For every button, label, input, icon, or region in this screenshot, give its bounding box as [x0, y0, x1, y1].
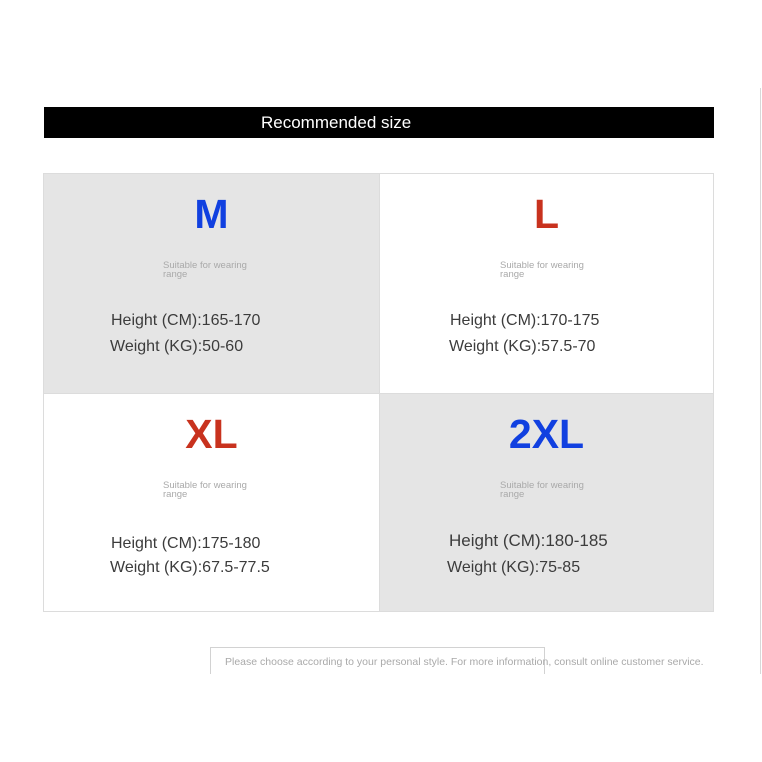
wearing-range-label: Suitable for wearing range — [163, 480, 247, 500]
size-card-m — [44, 174, 379, 393]
wearing-range-label: Suitable for wearing range — [163, 260, 247, 280]
size-chart-grid — [43, 173, 714, 612]
size-label: XL — [185, 411, 238, 457]
height-range: Height (CM):170-175 — [450, 312, 600, 329]
right-divider-line — [760, 88, 761, 674]
title-bar — [44, 107, 714, 138]
footer-note: Please choose according to your personal style. For more information, consult online customer service. — [225, 656, 704, 668]
size-label: M — [194, 191, 229, 237]
height-range: Height (CM):175-180 — [111, 535, 261, 552]
size-label: L — [533, 191, 560, 237]
size-card-l — [379, 174, 713, 393]
wearing-range-label: Suitable for wearing range — [500, 480, 584, 500]
size-card-xl — [44, 393, 379, 611]
height-range: Height (CM):180-185 — [449, 531, 608, 550]
page-title: Recommended size — [261, 113, 412, 132]
size-label: 2XL — [508, 411, 585, 457]
weight-range: Weight (KG):67.5-77.5 — [110, 559, 270, 576]
weight-range: Weight (KG):75-85 — [447, 559, 581, 576]
weight-range: Weight (KG):57.5-70 — [449, 338, 596, 355]
weight-range: Weight (KG):50-60 — [110, 338, 244, 355]
wearing-range-label: Suitable for wearing range — [500, 260, 584, 280]
height-range: Height (CM):165-170 — [111, 312, 261, 329]
size-card-2xl — [379, 393, 713, 611]
